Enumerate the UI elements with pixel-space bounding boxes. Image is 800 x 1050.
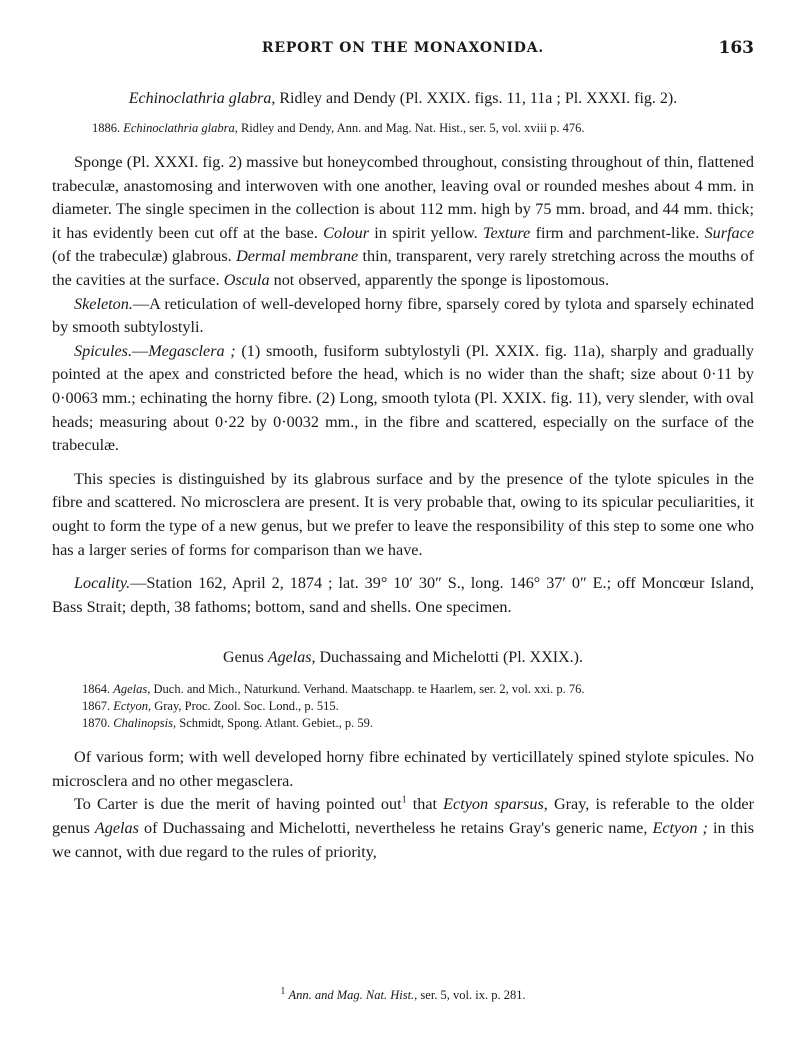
locality-paragraph bbox=[52, 572, 754, 619]
spicules-dash: — bbox=[132, 341, 149, 360]
genus-paragraph: Of various form; with well developed horny fibre echinated by verticillately spined stylote spicules. No microsclera and no other megasclera. bbox=[52, 748, 754, 790]
description-text: not observed, apparently the sponge is lipostomous. bbox=[269, 270, 609, 289]
paragraph-gap bbox=[52, 458, 754, 468]
description-text: (of the trabeculæ) glabrous. bbox=[52, 247, 237, 266]
taxon-name: Ectyon sparsus bbox=[443, 795, 544, 814]
synonymy-ref: , Ridley and Dendy, Ann. and Mag. Nat. Hist., ser. 5, vol. xviii p. 476. bbox=[234, 121, 585, 135]
genus-synonymy bbox=[52, 681, 754, 732]
skeleton-text: —A reticulation of well-developed horny fibre, sparsely cored by tylota and sparsely echinated by smooth subtylostyli. bbox=[52, 294, 754, 337]
texture-label: Texture bbox=[482, 223, 531, 242]
footnote-marker[interactable]: 1 bbox=[401, 795, 407, 807]
distinguished-paragraph: This species is distinguished by its glabrous surface and by the presence of the tylote spicules in the fibre and scattered. No microsclera are present. It is very probable that, owing to its spicular peculiarities, it ought to form the type of a new genus, but we prefer to leave the responsibility of this step to some one who has a larger series of forms for comparison than we have. bbox=[52, 469, 754, 559]
description-text: in spirit yellow. bbox=[369, 223, 483, 242]
species-name: Echinoclathria glabra bbox=[128, 90, 272, 107]
footnote-journal: Ann. and Mag. Nat. Hist. bbox=[288, 988, 415, 1002]
colour-label: Colour bbox=[323, 223, 370, 242]
footnote-number: 1 bbox=[280, 985, 286, 997]
synonymy-ref: , Schmidt, Spong. Atlant. Gebiet., p. 59. bbox=[173, 716, 373, 731]
paragraph-gap bbox=[52, 562, 754, 572]
genus-heading bbox=[52, 649, 754, 667]
genus-description bbox=[52, 746, 754, 864]
species-synonymy bbox=[52, 120, 754, 137]
footnote bbox=[52, 985, 754, 1003]
running-title: REPORT ON THE MONAXONIDA. bbox=[261, 40, 545, 56]
description-text: Sponge (Pl. XXXI. fig. 2) massive but honeycombed throughout, consisting throughout of thin, flattened trabeculæ, anastomosing and interwoven with one another, leaving oval or rounded meshes about 4 mm. in diameter. The single specimen in the collection is about 112 mm. high by 75 mm. broad, and 44 mm. thick; it has evidently been cut off at the base. bbox=[52, 153, 754, 242]
genus-text: of Duchassaing and Michelotti, nevertheless he retains Gray's generic name, bbox=[138, 819, 653, 838]
taxon-name: Agelas bbox=[94, 819, 139, 838]
synonymy-year: 1864. bbox=[82, 682, 111, 697]
synonymy-entry bbox=[82, 715, 754, 732]
skeleton-label: Skeleton. bbox=[74, 294, 133, 313]
locality-text: —Station 162, April 2, 1874 ; lat. 39° 10′ 30″ S., long. 146° 37′ 0″ E.; off Moncœur Island, Bass Strait; depth, 38 fathoms; bottom, sand and shells. One specimen. bbox=[52, 574, 754, 616]
spicules-label: Spicules. bbox=[74, 341, 132, 360]
synonymy-name: Chalinopsis bbox=[113, 716, 173, 731]
taxon-name: Ectyon ; bbox=[652, 819, 708, 838]
surface-label: Surface bbox=[704, 223, 755, 242]
synonymy-name: Echinoclathria glabra bbox=[123, 121, 235, 135]
synonymy-ref: , Duch. and Mich., Naturkund. Verhand. Maatschapp. te Haarlem, ser. 2, vol. xxi. p. 76. bbox=[147, 682, 585, 697]
spicules-text: (1) smooth, fusiform subtylostyli (Pl. XXIX. fig. 11a), sharply and gradually pointed at the apex and constricted before the head, which is no wider than the shaft; size about 0·11 by 0·0063 mm.; echinating the horny fibre. (2) Long, smooth tylota (Pl. XXIX. fig. 11), very slender, with oval heads; measuring about 0·22 by 0·0032 mm., in the fibre and scattered, especially on the surface of the trabeculæ. bbox=[52, 341, 754, 455]
running-head bbox=[52, 40, 754, 66]
species-heading bbox=[52, 88, 754, 110]
synonymy-year: 1886. bbox=[92, 121, 121, 135]
genus-name: Agelas bbox=[267, 649, 312, 667]
genus-prefix: Genus bbox=[223, 649, 268, 667]
page-number: 163 bbox=[718, 38, 754, 58]
genus-text: that bbox=[406, 795, 444, 814]
synonymy-year: 1867. bbox=[82, 699, 111, 714]
species-authority: , Ridley and Dendy (Pl. XXIX. figs. 11, 11a ; Pl. XXXI. fig. 2). bbox=[271, 90, 678, 107]
species-description bbox=[52, 151, 754, 619]
oscula-label: Oscula bbox=[223, 270, 270, 289]
synonymy-year: 1870. bbox=[82, 716, 111, 731]
description-paragraph bbox=[52, 151, 754, 293]
genus-text: in this we cannot, with due regard to the rules of priority, bbox=[52, 819, 754, 861]
description-text: firm and parchment-like. bbox=[530, 223, 705, 242]
genus-text: , Gray, is referable to the older genus bbox=[52, 795, 755, 838]
spicules-paragraph bbox=[52, 340, 754, 458]
footnote-ref: , ser. 5, vol. ix. p. 281. bbox=[414, 988, 526, 1002]
synonymy-entry bbox=[92, 120, 754, 137]
skeleton-paragraph bbox=[52, 293, 754, 340]
genus-authority: , Duchassaing and Michelotti (Pl. XXIX.). bbox=[311, 649, 583, 667]
genus-text: To Carter is due the merit of having pointed out bbox=[74, 795, 402, 814]
dermal-membrane-label: Dermal membrane bbox=[236, 247, 359, 266]
genus-paragraph bbox=[52, 793, 754, 864]
description-text: thin, transparent, very rarely stretching across the mouths of the cavities at the surface. bbox=[52, 247, 754, 289]
synonymy-entry bbox=[82, 698, 754, 715]
megasclera-label: Megasclera ; bbox=[148, 341, 236, 360]
synonymy-entry bbox=[82, 681, 754, 698]
synonymy-name: Agelas bbox=[113, 682, 148, 697]
synonymy-ref: , Gray, Proc. Zool. Soc. Lond., p. 515. bbox=[147, 699, 339, 714]
synonymy-name: Ectyon bbox=[113, 699, 148, 714]
locality-label: Locality. bbox=[74, 574, 131, 593]
